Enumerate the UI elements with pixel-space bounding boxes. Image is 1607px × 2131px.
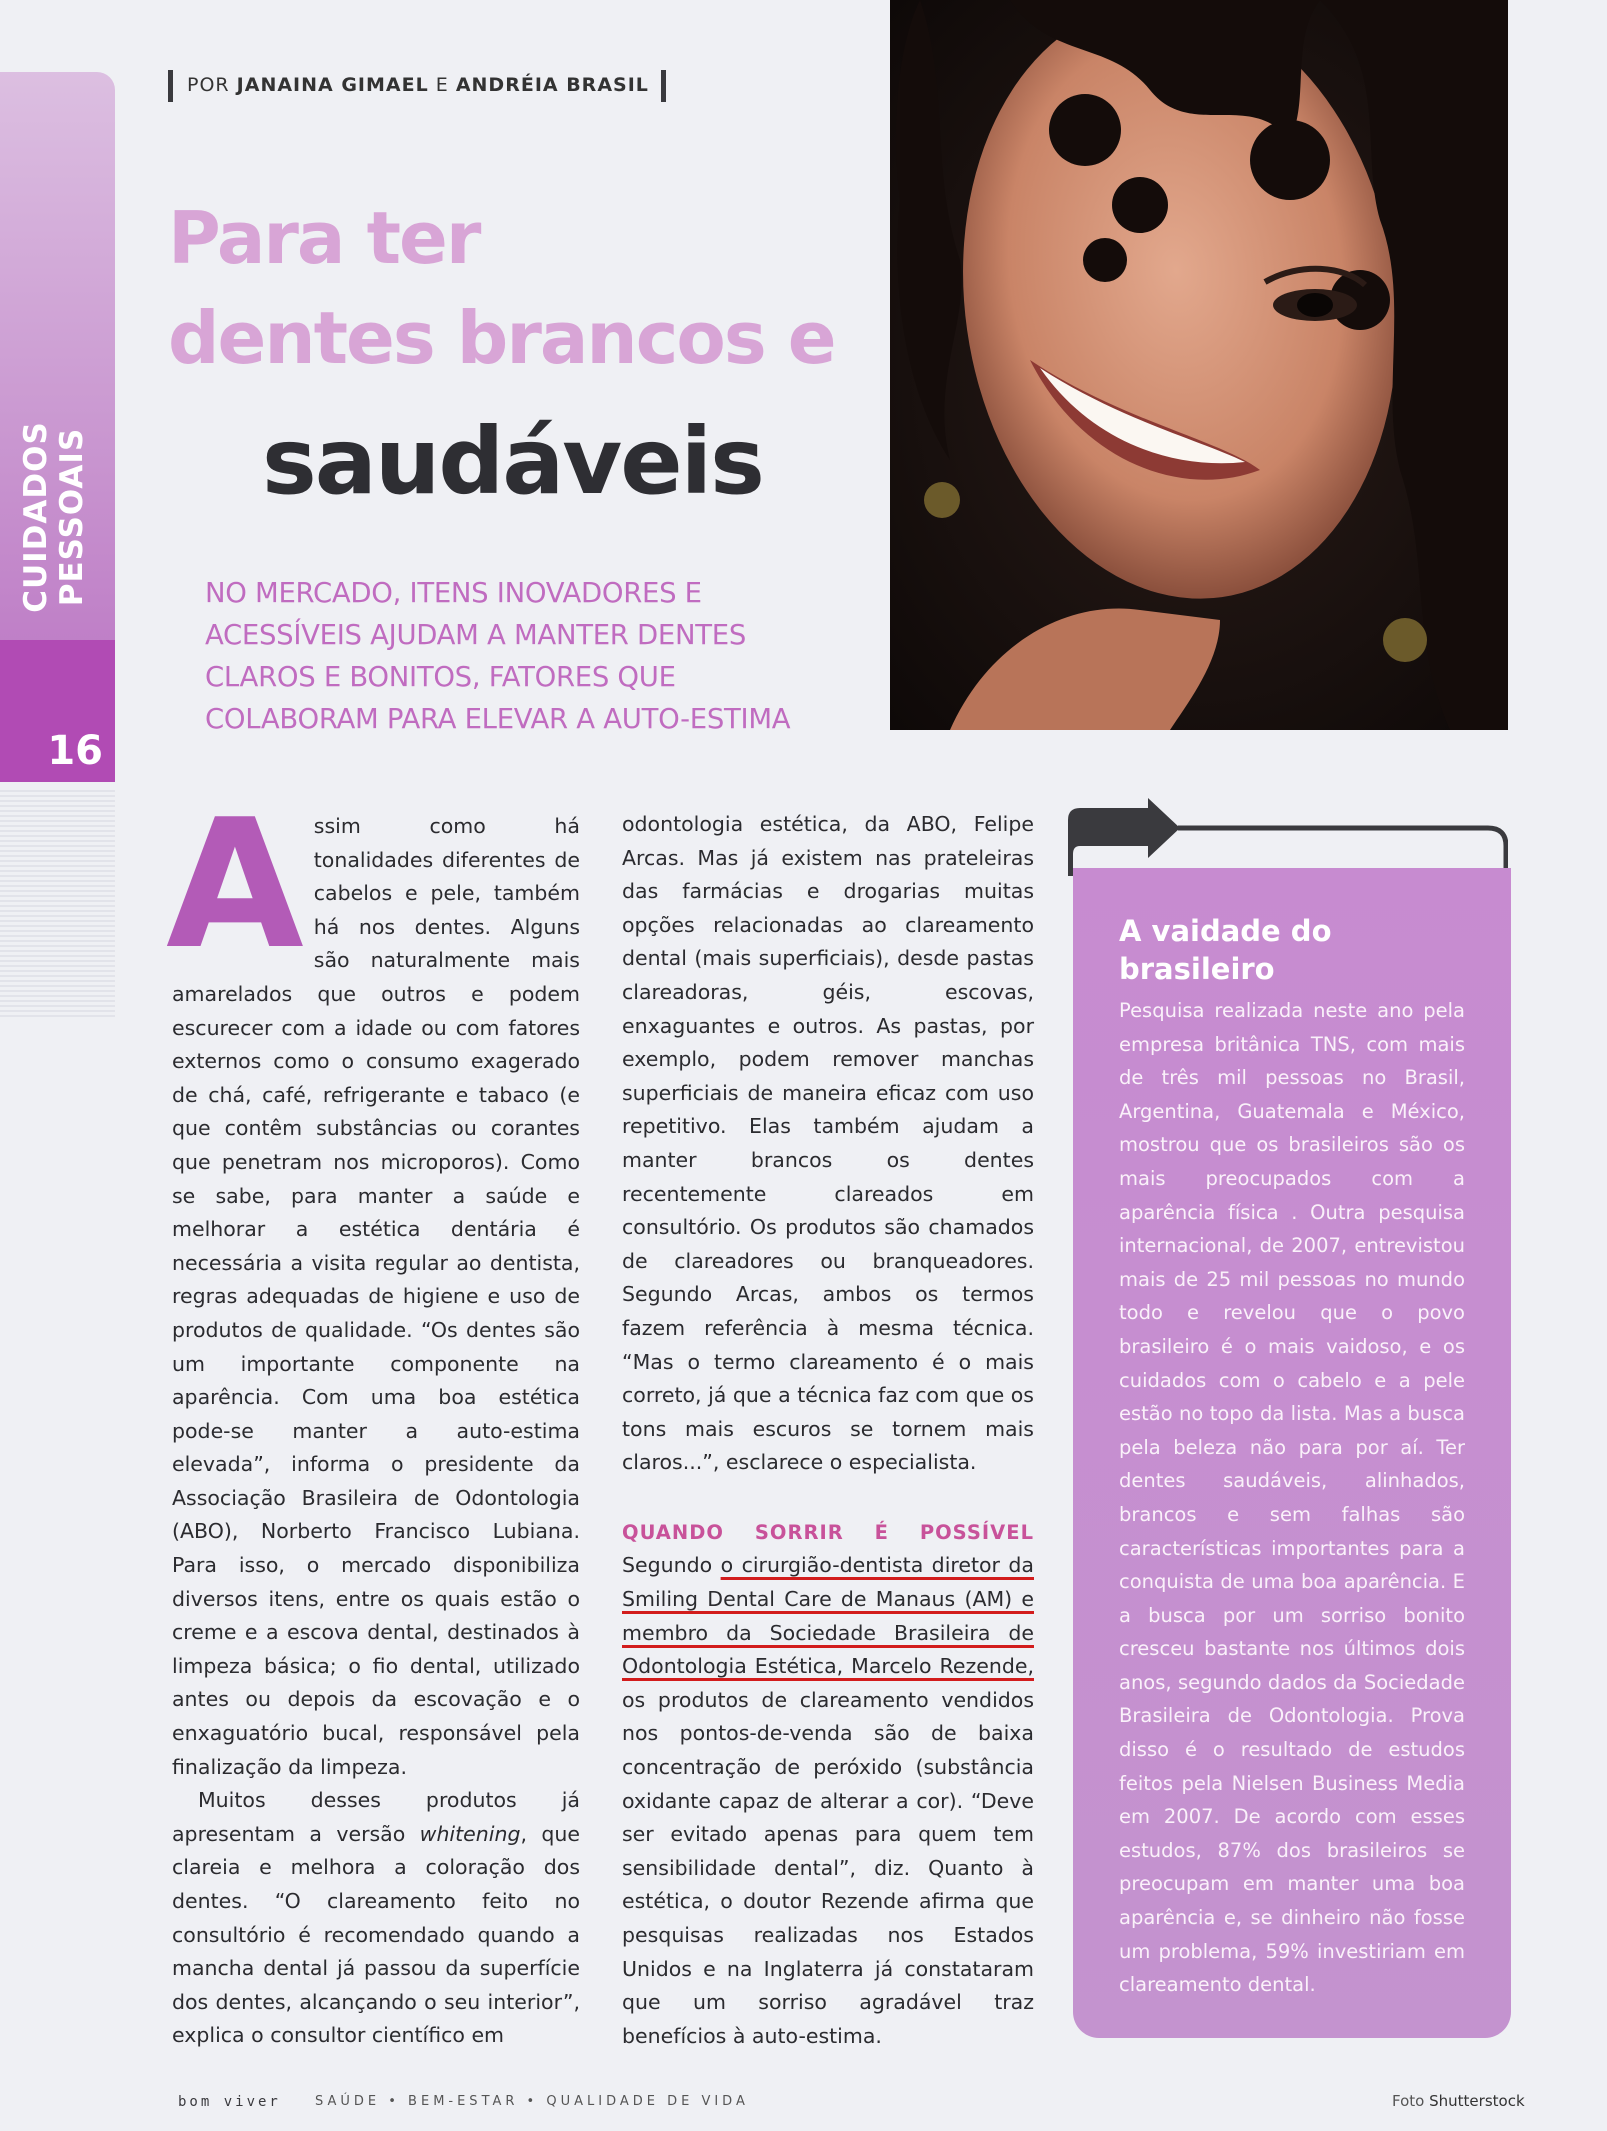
underlined-passage: o cirurgião-dentista diretor da Smiling Dental Care de Manaus (AM) e membro da Sociedade Brasileira de Odontologia Estética, Marcelo Rezende, xyxy=(622,1553,1034,1679)
paragraph-2-text-a: Muitos desses produtos já apresentam a versão xyxy=(172,1788,580,1846)
photo-credit-name: Shutterstock xyxy=(1429,2092,1525,2110)
woman-smiling-photo xyxy=(890,0,1508,730)
headline-line-1: Para ter xyxy=(168,196,480,280)
footer-magazine-name: bom viver xyxy=(178,2094,281,2110)
article-column-2 xyxy=(622,808,1034,2053)
article-paragraph-2 xyxy=(172,1784,580,2053)
byline xyxy=(168,70,666,102)
paragraph-4-text-b: os produtos de clareamento vendidos nos pontos-de-venda são de baixa concentração de peróxido (substância oxidante capaz de alterar a cor). “Deve ser evitado apenas para quem tem sensibilidade dental”, diz. Quanto à estética, o doutor Rezende afirma que pesquisas realizadas nos Estados Unidos e na Inglaterra já constataram que um sorriso agradável traz benefícios à auto-estima. xyxy=(622,1687,1034,2048)
sidebar-text: Pesquisa realizada neste ano pela empresa britânica TNS, com mais de três mil pessoas no Brasil, Argentina, Guatemala e México, mostrou que os brasileiros são os mais preocupados com a aparência física . Outra pesquisa internacional, de 2007, entrevistou mais de 25 mil pessoas no mundo todo e revelou que o povo brasileiro é o mais vaidoso, e os cuidados com o cabelo e a pele estão no topo da lista. Mas a busca pela beleza não para por aí. Ter dentes saudáveis, alinhados, brancos e sem falhas são características importantes para a conquista de uma boa aparência. E a busca por um sorriso bonito cresceu bastante nos últimos dois anos, segundo dados da Sociedade Brasileira de Odontologia. Prova disso é o resultado de estudos feitos pela Nielsen Business Media em 2007. De acordo com esses estudos, 87% dos brasileiros se preocupam em manter uma boa aparência e, se dinheiro não fosse um problema, 59% investiriam em clareamento dental. xyxy=(1119,999,1465,1997)
byline-author-1: JANAINA GIMAEL xyxy=(236,74,429,96)
section-subhead: QUANDO SORRIR É POSSÍVEL xyxy=(622,1520,1034,1544)
headline-top xyxy=(168,188,835,388)
article-paragraph-1: ssim como há tonalidades diferentes de cabelos e pele, também há nos dentes. Alguns são naturalmente mais amarelados que outros e podem escurecer com a idade ou com fatores externos como o consumo exagerado de chá, café, refrigerante e tabaco (e que contêm substâncias ou corantes que penetram nos microporos). Como se sabe, para manter a saúde e melhorar a estética dentária é necessária a visita regular ao dentista, regras adequadas de higiene e uso de produtos de qualidade. “Os dentes são um importante componente na aparência. Com uma boa estética pode-se manter a auto-estima elevada”, informa o presidente da Associação Brasileira de Odontologia (ABO), Norberto Francisco Lubiana. Para isso, o mercado disponibiliza diversos itens, entre os quais estão o creme e a escova dental, destinados à limpeza básica; o fio dental, utilizado antes ou depois da escovação e o enxaguatório bucal, responsável pela finalização da limpeza. xyxy=(172,814,580,1779)
headline-line-3: saudáveis xyxy=(262,408,763,515)
article-paragraph-4 xyxy=(622,1516,1034,2054)
article-column-1 xyxy=(166,781,580,2053)
photo-credit xyxy=(1392,2092,1525,2110)
sidebar-title: A vaidade do brasileiro xyxy=(1119,914,1332,986)
page-number-box xyxy=(0,640,115,782)
decorative-lines xyxy=(0,790,115,1020)
section-label: CUIDADOS PESSOAIS xyxy=(18,421,90,613)
lead-text: NO MERCADO, ITENS INOVADORES E ACESSÍVEIS AJUDAM A MANTER DENTES CLAROS E BONITOS, FATORES QUE COLABORAM PARA ELEVAR A AUTO-ESTIMA xyxy=(205,577,791,735)
portrait-illustration xyxy=(890,0,1508,730)
headline-line-2: dentes brancos e xyxy=(168,296,835,380)
photo-credit-label: Foto xyxy=(1392,2092,1425,2110)
sidebar-arrow-tab xyxy=(1068,798,1508,876)
paragraph-4-text-a: Segundo xyxy=(622,1553,721,1578)
paragraph-2-text-b: , que clareia e melhora a coloração dos dentes. “O clareamento feito no consultório é recomendado quando a mancha dental já passou da superfície dos dentes, alcançando o seu interior”, explica o consultor científico em xyxy=(172,1821,580,2048)
drop-cap: A xyxy=(166,781,304,988)
article-paragraph-3: odontologia estética, da ABO, Felipe Arcas. Mas já existem nas prateleiras das farmácias e drogarias muitas opções relacionadas ao clareamento dental (mais superficiais), desde pastas clareadoras, géis, escovas, enxaguantes e outros. As pastas, por exemplo, podem remover manchas superficiais de maneira eficaz com uso repetitivo. Elas também ajudam a manter brancos os dentes recentemente clareados em consultório. Os produtos são chamados de clareadores ou branqueadores. Segundo Arcas, ambos os termos fazem referência à mesma técnica. “Mas o termo clareamento é o mais correto, já que a técnica faz com que os tons mais escuros se tornem mais claros...”, esclarece o especialista. xyxy=(622,812,1034,1475)
byline-conjunction: E xyxy=(435,74,449,96)
sidebar-box xyxy=(1073,868,1511,2038)
byline-author-2: ANDRÉIA BRASIL xyxy=(455,74,649,96)
page-number: 16 xyxy=(47,728,103,774)
footer-tagline: SAÚDE • BEM-ESTAR • QUALIDADE DE VIDA xyxy=(315,2094,749,2109)
byline-prefix: POR xyxy=(187,74,230,96)
paragraph-2-italic: whitening xyxy=(419,1821,521,1846)
